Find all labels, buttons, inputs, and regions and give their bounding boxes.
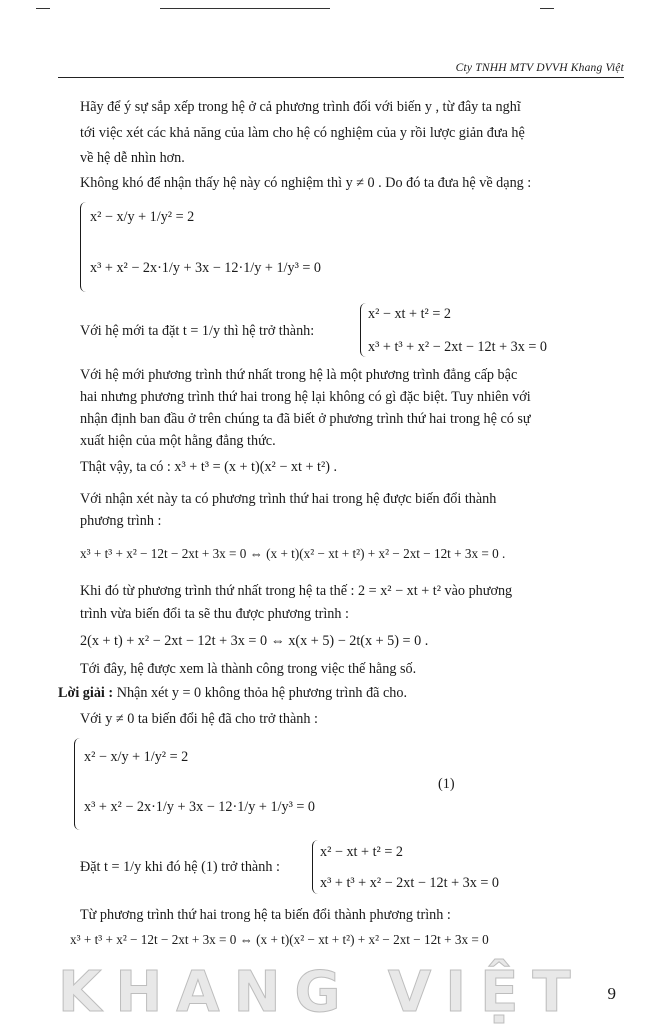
para-4-line-1: Với hệ mới phương trình thứ nhất trong hệ là một phương trình đẳng cấp bậc (80, 367, 518, 383)
system-3-eq-2: x³ + x² − 2x·1/y + 3x − 12·1/y + 1/y³ = 0 (84, 799, 316, 815)
system-3-tag: (1) (438, 776, 455, 792)
system-1-brace (80, 202, 87, 292)
running-header: Cty TNHH MTV DVVH Khang Việt (450, 62, 624, 74)
solution-line (58, 684, 407, 703)
para-7-line-1: Khi đó từ phương trình thứ nhất trong hệ ta thế : 2 = x² − xt + t² vào phương (80, 583, 513, 599)
para-9: Với y ≠ 0 ta biến đổi hệ đã cho trở thành : (80, 711, 318, 727)
solution-text: Nhận xét y = 0 không thỏa hệ phương trình đã cho. (113, 685, 408, 701)
para-2-line-1: Không khó để nhận thấy hệ này có nghiệm thì y ≠ 0 . Do đó ta đưa hệ về dạng : (80, 175, 532, 191)
para-4-line-2: hai nhưng phương trình thứ hai trong hệ lại không có gì đặc biệt. Tuy nhiên với (80, 389, 531, 405)
para-5: Thật vậy, ta có : x³ + t³ = (x + t)(x² − xt + t²) . (80, 459, 338, 475)
para-4-line-3: nhận định ban đầu ở trên chúng ta đã biết ở phương trình thứ hai trong hệ có sự (80, 411, 531, 427)
watermark-logo: KHANG VIỆT (58, 960, 585, 1025)
system-2-eq-2: x³ + t³ + x² − 2xt − 12t + 3x = 0 (368, 339, 547, 355)
equation-c: x³ + t³ + x² − 12t − 2xt + 3x = 0 ⇔ (x + t)(x² − xt + t²) + x² − 2xt − 12t + 3x = 0 (70, 932, 489, 947)
para-8: Tới đây, hệ được xem là thành công trong việc thế hằng số. (80, 661, 417, 677)
system-4-brace (312, 840, 319, 894)
equation-b: 2(x + t) + x² − 2xt − 12t + 3x = 0 ⇔ x(x + 5) − 2t(x + 5) = 0 . (80, 633, 429, 649)
para-1-line-1: Hãy để ý sự sắp xếp trong hệ ở cả phương trình đối với biến y , từ đây ta nghĩ (80, 99, 521, 115)
system-1-eq-1: x² − x/y + 1/y² = 2 (90, 209, 195, 225)
equation-a: x³ + t³ + x² − 12t − 2xt + 3x = 0 ⇔ (x + t)(x² − xt + t²) + x² − 2xt − 12t + 3x = 0 . (80, 546, 506, 561)
para-1-line-3: về hệ dễ nhìn hơn. (80, 150, 185, 166)
header-rule (58, 77, 624, 78)
system-2-eq-1: x² − xt + t² = 2 (368, 306, 451, 322)
top-mark-left (36, 8, 50, 9)
para-6-line-1: Với nhận xét này ta có phương trình thứ hai trong hệ được biến đổi thành (80, 491, 497, 507)
top-mark-center (160, 8, 330, 9)
para-6-line-2: phương trình : (80, 513, 162, 529)
system-3-eq-1: x² − x/y + 1/y² = 2 (84, 749, 189, 765)
para-10-lead: Đặt t = 1/y khi đó hệ (1) trở thành : (80, 859, 280, 875)
system-4-eq-1: x² − xt + t² = 2 (320, 844, 403, 860)
system-3-brace (74, 738, 81, 830)
system-1-eq-2: x³ + x² − 2x·1/y + 3x − 12·1/y + 1/y³ = 0 (90, 260, 322, 276)
top-mark-right (540, 8, 554, 9)
page-number: 9 (607, 984, 616, 1003)
para-3-lead: Với hệ mới ta đặt t = 1/y thì hệ trở thành: (80, 323, 315, 339)
para-11: Từ phương trình thứ hai trong hệ ta biến đổi thành phương trình : (80, 907, 451, 923)
system-2-brace (360, 303, 367, 357)
para-1-line-2: tới việc xét các khả năng của làm cho hệ có nghiệm của y rồi lược giản đưa hệ (80, 125, 525, 141)
solution-label: Lời giải : (58, 685, 114, 701)
system-4-eq-2: x³ + t³ + x² − 2xt − 12t + 3x = 0 (320, 875, 499, 891)
para-7-line-2: trình vừa biến đổi ta sẽ thu được phương trình : (80, 606, 349, 622)
para-4-line-4: xuất hiện của một hằng đẳng thức. (80, 433, 276, 449)
